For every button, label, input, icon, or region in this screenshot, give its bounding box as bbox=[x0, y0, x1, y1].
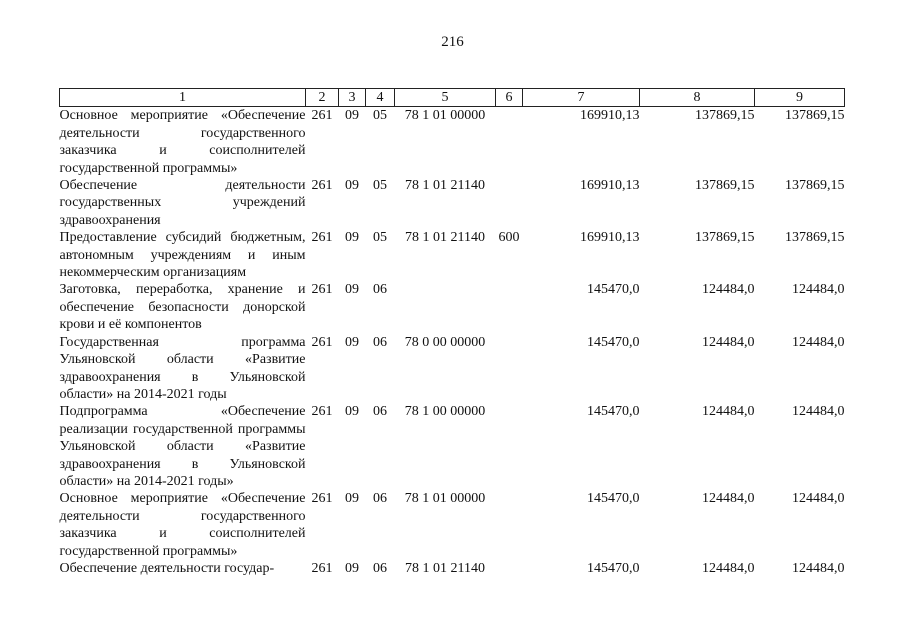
row-amount-7: 145470,0 bbox=[587, 282, 640, 298]
table-row bbox=[60, 334, 845, 404]
row-expense-type bbox=[496, 107, 523, 177]
table-row bbox=[60, 281, 845, 333]
row-amount-7: 169910,13 bbox=[580, 230, 640, 246]
row-section: 09 bbox=[345, 282, 359, 298]
row-target-code: 78 0 00 00000 bbox=[404, 334, 486, 350]
row-expense-type bbox=[496, 334, 523, 404]
row-target-code: 78 1 00 00000 bbox=[404, 404, 486, 420]
row-amount-8: 124484,0 bbox=[702, 404, 755, 420]
table-row bbox=[60, 229, 845, 281]
row-section: 09 bbox=[345, 334, 359, 350]
table-row bbox=[60, 490, 845, 560]
row-subsection: 06 bbox=[373, 491, 387, 507]
row-amount-9: 137869,15 bbox=[785, 178, 845, 194]
row-ministry-code: 261 bbox=[311, 334, 333, 350]
row-ministry-code: 261 bbox=[311, 108, 333, 124]
row-amount-8: 137869,15 bbox=[695, 178, 755, 194]
row-name: Основное мероприятие «Обеспечение деятельности государственного заказчика и соисполнителей государственной программы» bbox=[59, 491, 306, 559]
row-amount-7: 169910,13 bbox=[580, 108, 640, 124]
column-header-2: 2 bbox=[306, 89, 339, 107]
row-amount-8: 124484,0 bbox=[702, 491, 755, 507]
column-header-5: 5 bbox=[395, 89, 496, 107]
column-header-9: 9 bbox=[755, 89, 845, 107]
row-amount-7: 145470,0 bbox=[587, 334, 640, 350]
table-header-row bbox=[60, 89, 845, 107]
row-subsection: 05 bbox=[373, 178, 387, 194]
row-section: 09 bbox=[345, 491, 359, 507]
row-section: 09 bbox=[345, 230, 359, 246]
table-row bbox=[60, 403, 845, 490]
row-target-code: 78 1 01 00000 bbox=[404, 108, 486, 124]
row-target-code: 78 1 01 21140 bbox=[405, 230, 485, 246]
row-ministry-code: 261 bbox=[311, 282, 333, 298]
row-expense-type bbox=[496, 490, 523, 560]
row-amount-9: 124484,0 bbox=[792, 491, 845, 507]
row-name: Подпрограмма «Обеспечение реализации государственной программы Ульяновской области «Развитие здравоохранения в Ульяновской области» на 2014-2021 годы» bbox=[59, 404, 306, 489]
row-expense-type bbox=[496, 560, 523, 577]
row-amount-8: 124484,0 bbox=[702, 334, 755, 350]
row-subsection: 05 bbox=[373, 230, 387, 246]
row-target-code: 78 1 01 21140 bbox=[405, 560, 485, 576]
row-section: 09 bbox=[345, 404, 359, 420]
row-amount-7: 145470,0 bbox=[587, 491, 640, 507]
row-name: Основное мероприятие «Обеспечение деятельности государственного заказчика и соисполнителей государственной программы» bbox=[59, 108, 306, 176]
row-ministry-code: 261 bbox=[311, 560, 333, 576]
column-header-1: 1 bbox=[60, 89, 306, 107]
row-target-code bbox=[395, 281, 496, 333]
row-amount-8: 137869,15 bbox=[695, 230, 755, 246]
row-amount-9: 137869,15 bbox=[785, 108, 845, 124]
column-header-4: 4 bbox=[366, 89, 395, 107]
row-amount-8: 124484,0 bbox=[702, 282, 755, 298]
row-name: Обеспечение деятельности государственных учреждений здравоохранения bbox=[59, 178, 306, 228]
row-expense-type: 600 bbox=[498, 230, 520, 246]
row-ministry-code: 261 bbox=[311, 491, 333, 507]
row-ministry-code: 261 bbox=[311, 178, 333, 194]
row-subsection: 05 bbox=[373, 108, 387, 124]
row-ministry-code: 261 bbox=[311, 404, 333, 420]
row-amount-7: 145470,0 bbox=[587, 404, 640, 420]
row-section: 09 bbox=[345, 178, 359, 194]
row-amount-9: 124484,0 bbox=[792, 404, 845, 420]
row-name: Предоставление субсидий бюджетным, автономным учреждениям и иным некоммерческим организациям bbox=[59, 230, 306, 281]
row-name: Заготовка, переработка, хранение и обеспечение безопасности донорской крови и её компонентов bbox=[59, 282, 306, 333]
row-section: 09 bbox=[345, 108, 359, 124]
row-target-code: 78 1 01 21140 bbox=[405, 178, 485, 194]
row-expense-type bbox=[496, 403, 523, 490]
page-number: 216 bbox=[441, 34, 464, 50]
row-amount-9: 124484,0 bbox=[792, 282, 845, 298]
row-ministry-code: 261 bbox=[311, 230, 333, 246]
row-amount-9: 137869,15 bbox=[785, 230, 845, 246]
row-expense-type bbox=[496, 177, 523, 229]
row-amount-7: 145470,0 bbox=[587, 560, 640, 576]
row-subsection: 06 bbox=[373, 560, 387, 576]
row-amount-9: 124484,0 bbox=[792, 334, 845, 350]
row-subsection: 06 bbox=[373, 282, 387, 298]
column-header-6: 6 bbox=[496, 89, 523, 107]
row-section: 09 bbox=[345, 560, 359, 576]
row-amount-9: 124484,0 bbox=[792, 560, 845, 576]
table-row bbox=[60, 107, 845, 177]
table-row bbox=[60, 560, 845, 577]
column-header-8: 8 bbox=[640, 89, 755, 107]
row-name: Государственная программа Ульяновской области «Развитие здравоохранения в Ульяновской области» на 2014-2021 годы bbox=[59, 334, 306, 402]
row-target-code: 78 1 01 00000 bbox=[404, 491, 486, 507]
row-name: Обеспечение деятельности государ- bbox=[59, 560, 275, 576]
row-subsection: 06 bbox=[373, 334, 387, 350]
row-amount-8: 124484,0 bbox=[702, 560, 755, 576]
budget-table bbox=[59, 88, 845, 577]
row-amount-7: 169910,13 bbox=[580, 178, 640, 194]
column-header-3: 3 bbox=[339, 89, 366, 107]
row-subsection: 06 bbox=[373, 404, 387, 420]
row-expense-type bbox=[496, 281, 523, 333]
row-amount-8: 137869,15 bbox=[695, 108, 755, 124]
column-header-7: 7 bbox=[523, 89, 640, 107]
table-row bbox=[60, 177, 845, 229]
